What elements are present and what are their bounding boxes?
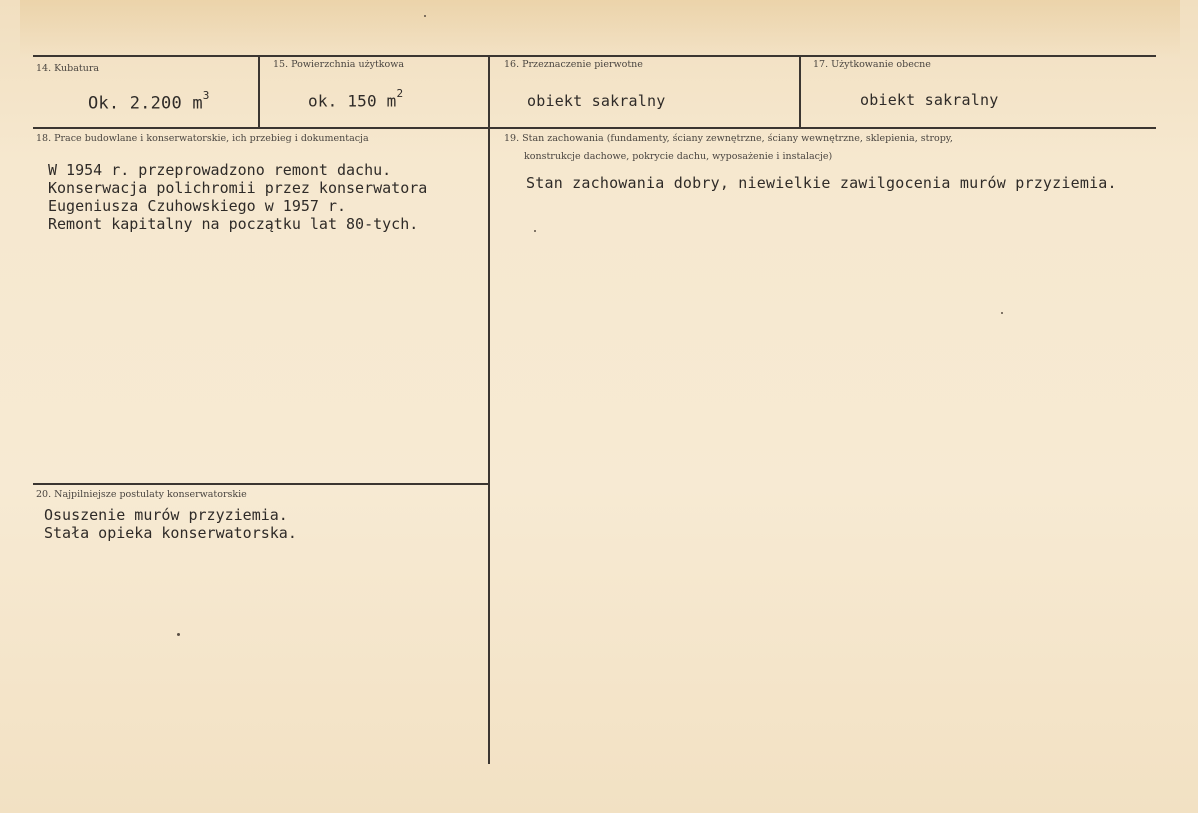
paper-speck <box>534 230 536 232</box>
field19-label-line1: 19. Stan zachowania (fundamenty, ściany zewnętrzne, ściany wewnętrzne, sklepienia, stropy, <box>504 133 953 144</box>
field16-value: obiekt sakralny <box>527 92 666 110</box>
field15-value-text: ok. 150 m <box>308 91 397 111</box>
field18-label: 18. Prace budowlane i konserwatorskie, ich przebieg i dokumentacja <box>36 133 369 144</box>
paper-stain <box>20 0 1180 58</box>
field15-value-sup: 2 <box>396 87 404 100</box>
field17-label: 17. Użytkowanie obecne <box>813 59 931 70</box>
main-vertical-divider <box>488 128 490 764</box>
paper-speck <box>1001 312 1003 314</box>
field14-label: 14. Kubatura <box>36 63 100 74</box>
field15-value <box>308 87 404 111</box>
field14-value-sup: 3 <box>202 89 210 102</box>
divider-16-17 <box>799 56 801 128</box>
field15-label: 15. Powierzchnia użytkowa <box>273 59 405 70</box>
field20-label: 20. Najpilniejsze postulaty konserwatorskie <box>36 489 247 500</box>
field16-label: 16. Przeznaczenie pierwotne <box>504 59 643 70</box>
field14-value <box>88 89 210 114</box>
field19-text: Stan zachowania dobry, niewielkie zawilgocenia murów przyziemia. <box>526 174 1117 192</box>
field18-text: W 1954 r. przeprowadzono remont dachu. Konserwacja polichromii przez konserwatora Eugeniusza Czuhowskiego w 1957 r. Remont kapitalny na początku lat 80-tych. <box>48 161 428 233</box>
divider-14-15 <box>258 56 260 128</box>
field20-text: Osuszenie murów przyziemia. Stała opieka konserwatorska. <box>44 506 297 542</box>
field20-top-rule <box>33 483 488 485</box>
paper-speck <box>177 633 180 636</box>
top-rule <box>33 55 1156 57</box>
field14-value-text: Ok. 2.200 m <box>88 93 203 114</box>
field19-label-line2: konstrukcje dachowe, pokrycie dachu, wyposażenie i instalacje) <box>524 151 833 162</box>
field17-value: obiekt sakralny <box>860 91 999 109</box>
paper-speck <box>424 15 426 17</box>
header-bottom-rule <box>33 127 1156 129</box>
divider-15-16 <box>488 56 490 128</box>
